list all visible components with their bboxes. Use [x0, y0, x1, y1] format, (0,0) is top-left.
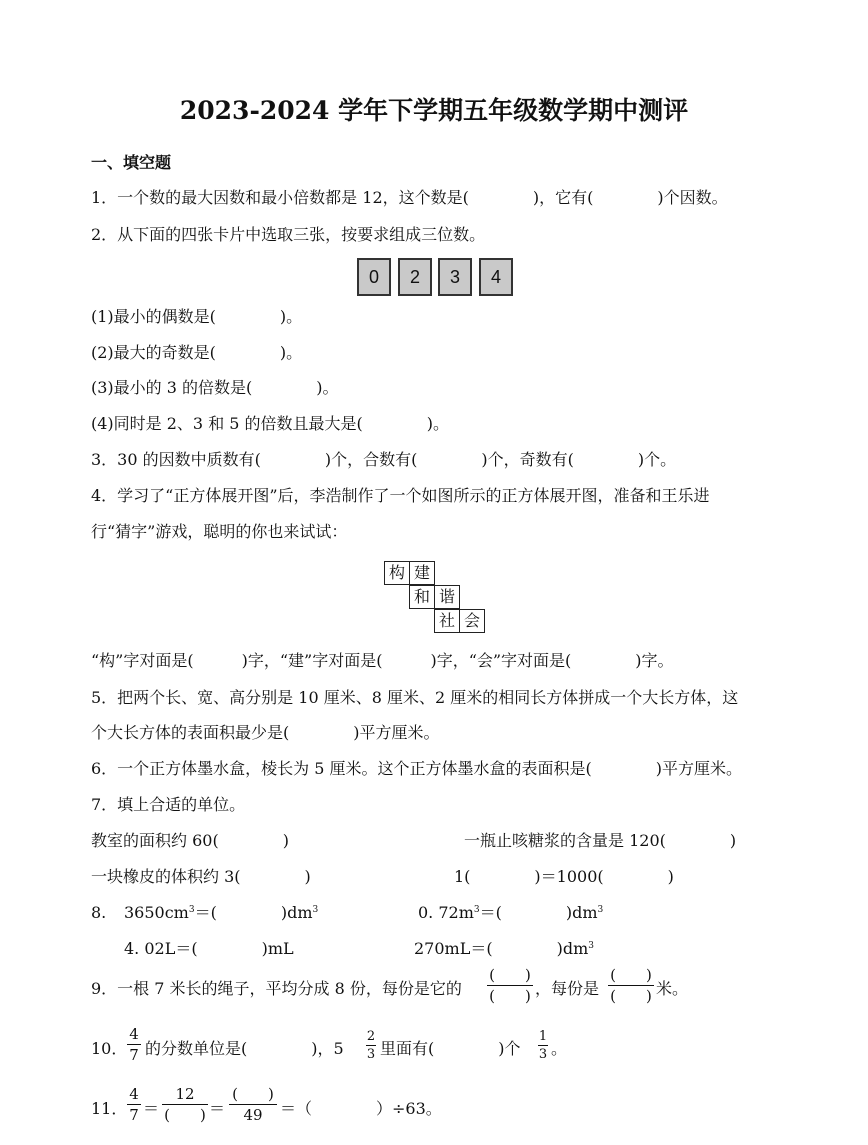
denominator: 3 — [366, 1047, 376, 1062]
question-10-text: 里面有( )个 — [380, 1039, 521, 1058]
question-10-number: 10． — [91, 1039, 128, 1058]
numerator: ( ) — [610, 966, 652, 984]
exponent: 3 — [312, 905, 319, 915]
question-1: 1．一个数的最大因数和最小倍数都是 12，这个数是( )，它有( )个因数。 — [91, 188, 728, 207]
denominator: ( ) — [164, 1106, 206, 1124]
question-5-line1: 5．把两个长、宽、高分别是 10 厘米、8 厘米、2 厘米的相同长方体拼成一个大长方体，这 — [91, 688, 739, 707]
fraction — [229, 1085, 277, 1124]
question-10-text: 。 — [551, 1039, 568, 1058]
page-title: 2023-2024 学年下学期五年级数学期中测评 — [179, 96, 689, 125]
section-heading: 一、填空题 — [91, 153, 172, 172]
fraction — [162, 1085, 208, 1124]
question-3: 3．30 的因数中质数有( )个，合数有( )个，奇数有( )个。 — [91, 450, 677, 469]
question-2-1: (1)最小的偶数是( )。 — [91, 307, 303, 326]
question-2-3: (3)最小的 3 的倍数是( )。 — [91, 378, 339, 397]
exponent: 3 — [188, 905, 195, 915]
question-8d — [414, 938, 594, 963]
numerator: ( ) — [232, 1085, 274, 1103]
question-2-4: (4)同时是 2、3 和 5 的倍数且最大是( )。 — [91, 414, 450, 433]
equation: ＝( )dm — [194, 903, 313, 922]
denominator: 7 — [129, 1106, 139, 1124]
cube-net-cell: 谐 — [434, 585, 460, 609]
question-6: 6．一个正方体墨水盒，棱长为 5 厘米。这个正方体墨水盒的表面积是( )平方厘米。 — [91, 759, 743, 778]
number-card: 3 — [438, 258, 472, 296]
number-card: 4 — [479, 258, 513, 296]
numerator: ( ) — [489, 966, 531, 984]
fraction — [366, 1029, 376, 1062]
cube-net-cell: 和 — [409, 585, 435, 609]
question-11-text: ＝（ ）÷63。 — [280, 1099, 442, 1118]
question-4-line2: 行“猜字”游戏，聪明的你也来试试： — [91, 522, 348, 541]
exponent: 3 — [588, 941, 594, 951]
equals-sign: ＝ — [143, 1099, 160, 1118]
numerator: 1 — [538, 1029, 548, 1044]
unit: cm — [164, 903, 189, 922]
exponent: 3 — [597, 905, 604, 915]
question-8b — [418, 902, 603, 927]
value: 0. 72 — [418, 903, 459, 922]
value: 3650 — [124, 903, 165, 922]
denominator: 49 — [243, 1106, 263, 1124]
numerator: 2 — [366, 1029, 376, 1044]
cube-net-cell: 构 — [384, 561, 410, 585]
cube-net-cell: 建 — [409, 561, 435, 585]
unit: m — [458, 903, 474, 922]
denominator: 3 — [538, 1047, 548, 1062]
fraction — [127, 1025, 141, 1064]
fraction-blank — [608, 966, 654, 1005]
exponent: 3 — [473, 905, 480, 915]
equals-sign: ＝ — [209, 1099, 226, 1118]
number-card: 2 — [398, 258, 432, 296]
cube-net-cell: 社 — [434, 609, 460, 633]
question-8a — [124, 902, 318, 927]
question-7b: 一瓶止咳糖浆的含量是 120( ) — [464, 831, 737, 850]
question-9-text: 9．一根 7 米长的绳子，平均分成 8 份，每份是它的 — [91, 979, 462, 998]
question-8c: 4. 02L＝( )mL — [124, 939, 294, 958]
question-4-answer: “构”字对面是( )字，“建”字对面是( )字，“会”字对面是( )字。 — [91, 651, 674, 670]
question-2: 2．从下面的四张卡片中选取三张，按要求组成三位数。 — [91, 225, 486, 244]
number-card: 0 — [357, 258, 391, 296]
question-7: 7．填上合适的单位。 — [91, 795, 246, 814]
fraction — [127, 1085, 141, 1124]
question-7d: 1( )＝1000( ) — [454, 867, 674, 886]
denominator: ( ) — [489, 987, 531, 1005]
question-9-text: 米。 — [656, 979, 689, 998]
numerator: 4 — [129, 1025, 139, 1043]
cube-net-cell: 会 — [459, 609, 485, 633]
question-11-number: 11． — [91, 1099, 128, 1118]
numerator: 4 — [129, 1085, 139, 1103]
fraction — [538, 1029, 548, 1062]
fraction-blank — [487, 966, 533, 1005]
question-9-text: ，每份是 — [535, 979, 600, 998]
question-7a: 教室的面积约 60( ) — [91, 831, 289, 850]
question-8-number: 8. — [91, 903, 107, 922]
question-5-line2: 个大长方体的表面积最少是( )平方厘米。 — [91, 723, 440, 742]
question-7c: 一块橡皮的体积约 3( ) — [91, 867, 311, 886]
denominator: 7 — [129, 1046, 139, 1064]
equation: 270mL＝( )dm — [414, 939, 589, 958]
question-10-text: 的分数单位是( )，5 — [145, 1039, 344, 1058]
question-4-line1: 4．学习了“正方体展开图”后，李浩制作了一个如图所示的正方体展开图，准备和王乐进 — [91, 486, 710, 505]
equation: ＝( )dm — [479, 903, 598, 922]
numerator: 12 — [175, 1085, 195, 1103]
denominator: ( ) — [610, 987, 652, 1005]
question-2-2: (2)最大的奇数是( )。 — [91, 343, 303, 362]
